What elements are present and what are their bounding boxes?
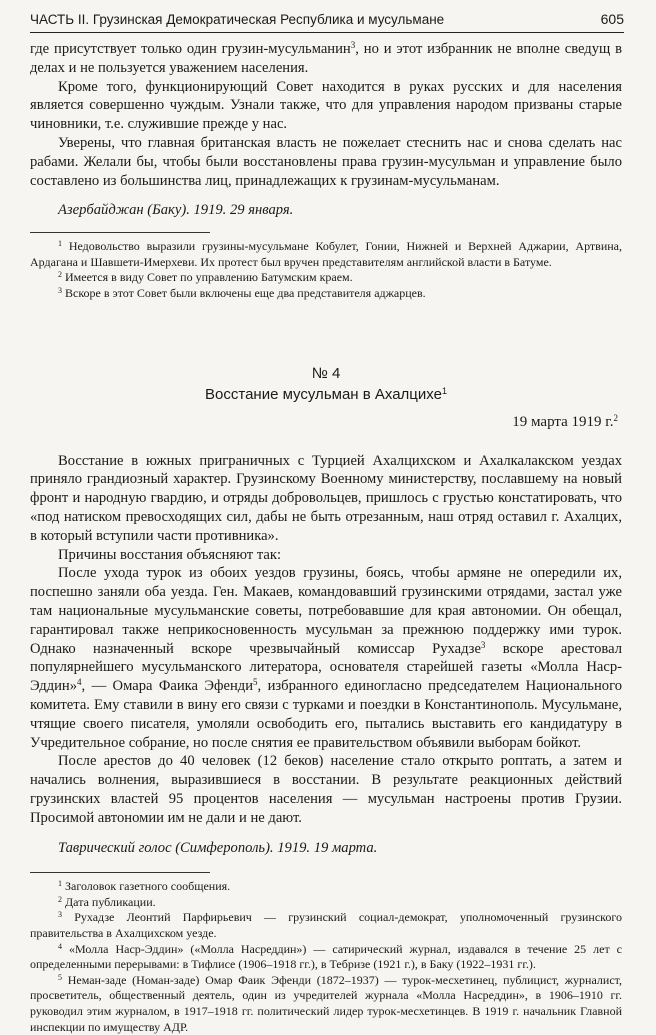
paragraph: После ухода турок из обоих уездов грузины, боясь, чтобы армяне не опередили их, поспешно заняли оба уезда. Ген. Макаев, командовавший грузинскими отрядами, застал уже там национальные мусульманские советы, потребовавшие для края автономии. Он обещал, гарантировал также неприкосновенность мусульман за прежнюю поддержку ими турок. Однако назначенный вскоре чрезвычайный комиссар Рухадзе$^3$ вскоре арестовал популярнейшего мусульманского литератора, основателя старейшей газеты «Молла Наср-Эддин»$^4$, — Омара Фаика Эфенди$^5$, избранного единогласно председателем Национального комитета. Ему ставили в вину его связи с турками и поездки в Константинополь. Мусульмане, чтящие своего писателя, умоляли освободить его, пытались выставить его кандидатуру в Учредительное собрание, но после снятия ее правительством объявили выборам бойкот. xyxy=(30,565,622,751)
page-number: 605 xyxy=(600,11,624,27)
footnote-ref: 1 xyxy=(441,385,447,396)
footnote-divider xyxy=(30,872,210,873)
footnote: $^3$ Рухадзе Леонтий Парфирьевич — грузинский социал-демократ, уполномоченный грузинского правительства в Ахалцихском уезде. xyxy=(30,910,622,941)
paragraph: Кроме того, функционирующий Совет находится в руках русских и для населения является совершенно чуждым. Узнали также, что для управления народом призваны старые чиновники, т.е. служившие прежде у нас. xyxy=(30,78,622,133)
footnote: $^4$ «Молла Наср-Эддин» («Молла Насреддин») — сатирический журнал, издавался в течение 25 лет с определенными перерывами: в Тифлисе (1906–1918 гг.), в Тебризе (1921 г.), в Баку (1922–1931 гг.). xyxy=(30,941,622,972)
footnote: $^5$ Неман-заде (Номан-заде) Омар Фаик Эфенди (1872–1937) — турок-месхетинец, публицист, журналист, просветитель, общественный деятель, один из учредителей журнала «Молла Насреддин», в 1906–1910 гг. руководил этим журналом, в 1917–1918 гг. политический лидер турок-месхетинцев. В 1919 г. начальник Главной инспекции по имуществу АДР. xyxy=(30,972,622,1034)
paragraph: Восстание в южных приграничных с Турцией Ахалцихском и Ахалкалакском уездах приняло грандиозный характер. Грузинскому Военному министерству, пославшему на новый фронт и народную гвардию, и отряды добровольцев, пришлось с грустью констатировать, что «под натиском превосходящих сил, дабы не быть отрезанным, наш отряд оставил г. Ахалцих, в который вступили части противника». xyxy=(30,452,622,544)
document-title: Восстание мусульман в Ахалцихе$^1$ xyxy=(205,385,447,403)
footnote: $^3$ Вскоре в этот Совет были включены еще два представителя аджарцев. xyxy=(58,285,426,300)
source-citation: Таврический голос (Симферополь). 1919. 19 марта. xyxy=(58,840,378,857)
paragraph: Причины восстания объясняют так: xyxy=(58,546,282,563)
paragraph: где присутствует только один грузин-мусульманин$^3$, но и этот избранник не вполне сведущ в делах и не пользуется уважением населения. xyxy=(30,40,622,76)
footnote-ref: 3 xyxy=(350,40,356,50)
running-header xyxy=(30,8,624,33)
document-date: 19 марта 1919 г.$^2$ xyxy=(512,412,618,430)
page-body xyxy=(30,40,622,1035)
document-number: № 4 xyxy=(311,364,341,382)
footnotes xyxy=(30,879,622,1035)
source-citation: Азербайджан (Баку). 1919. 29 января. xyxy=(58,202,294,219)
footnote: $^1$ Недовольство выразили грузины-мусульмане Кобулет, Гонии, Нижней и Верхней Аджарии, Артвина, Ардагана и Шавшети-Имерхеви. Их протест был вручен представителям английской власти в Батуме. xyxy=(30,239,623,269)
footnotes xyxy=(30,239,622,301)
footnote-ref: 2 xyxy=(613,412,618,423)
footnote: $^1$ Заголовок газетного сообщения. xyxy=(58,879,231,894)
footnote: $^2$ Дата публикации. xyxy=(58,894,156,909)
footnote: $^2$ Имеется в виду Совет по управлению Батумским краем. xyxy=(58,270,353,285)
header-title: ЧАСТЬ II. Грузинская Демократическая Республика и мусульмане xyxy=(30,12,445,27)
footnote-divider xyxy=(30,232,210,233)
paragraph: После арестов до 40 человек (12 беков) население стало открыто роптать, а затем и начались волнения, выразившиеся в восстании. В результате реакционных действий грузинских властей 95 процентов населения — мусульман настроены против Грузии. Просимой автономии им не дали и не дают. xyxy=(30,753,622,826)
paragraph: Уверены, что главная британская власть не пожелает стеснить нас и снова сделать нас рабами. Желали бы, чтобы были восстановлены права грузин-мусульман и управление было составлено из большинства лиц, принадлежащих к грузинам-мусульманам. xyxy=(30,134,622,189)
